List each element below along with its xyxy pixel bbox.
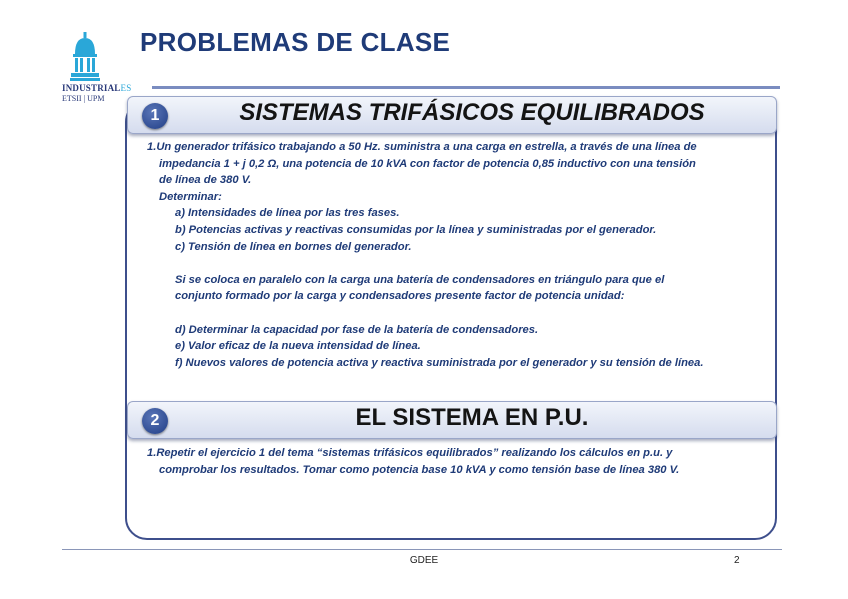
section-header-2 (127, 401, 777, 439)
title-underline (152, 86, 780, 89)
text-line: b) Potencias activas y reactivas consumidas por la línea y suministradas por el generador. (175, 223, 657, 236)
section1-text (147, 139, 759, 371)
text-line: a) Intensidades de línea por las tres fases. (175, 207, 400, 220)
text-line: Si se coloca en paralelo con la carga una batería de condensadores en triángulo para que el (175, 273, 665, 286)
logo-brand: INDUSTRIALES (62, 83, 132, 93)
section2-text (147, 445, 759, 478)
section-number-badge: 1 (142, 103, 168, 129)
text-line: impedancia 1 + j 0,2 Ω, una potencia de 10 kVA con factor de potencia 0,85 inductivo con una tensión (159, 157, 696, 170)
footer-divider (62, 549, 782, 550)
text-line: 1.Un generador trifásico trabajando a 50 Hz. suministra a una carga en estrella, a través de una línea de (147, 141, 697, 153)
text-line: c) Tensión de línea en bornes del generador. (175, 240, 412, 253)
dome-icon (70, 32, 100, 82)
text-line: e) Valor eficaz de la nueva intensidad de línea. (175, 340, 421, 353)
text-line: de línea de 380 V. (159, 174, 252, 187)
section-title: SISTEMAS TRIFÁSICOS EQUILIBRADOS (239, 99, 705, 126)
text-line: 1.Repetir el ejercicio 1 del tema “sistemas trifásicos equilibrados” realizando los cálculos en p.u. y (147, 447, 673, 459)
section-title: EL SISTEMA EN P.U. (355, 404, 589, 431)
text-line: d) Determinar la capacidad por fase de la batería de condensadores. (175, 323, 539, 336)
section-number-badge: 2 (142, 408, 168, 434)
text-line: comprobar los resultados. Tomar como potencia base 10 kVA y como tensión base de línea 380 V. (159, 463, 680, 476)
page-number: 2 (734, 555, 740, 566)
text-line: conjunto formado por la carga y condensadores presente factor de potencia unidad: (175, 290, 625, 303)
text-line: Determinar: (159, 190, 222, 203)
section-header-1 (127, 96, 777, 134)
page-title: PROBLEMAS DE CLASE (140, 27, 451, 57)
text-line: f) Nuevos valores de potencia activa y reactiva suministrada por el generador y su tensión de línea. (175, 356, 704, 369)
logo-subtitle: ETSII | UPM (62, 94, 105, 103)
footer-label: GDEE (409, 555, 439, 566)
